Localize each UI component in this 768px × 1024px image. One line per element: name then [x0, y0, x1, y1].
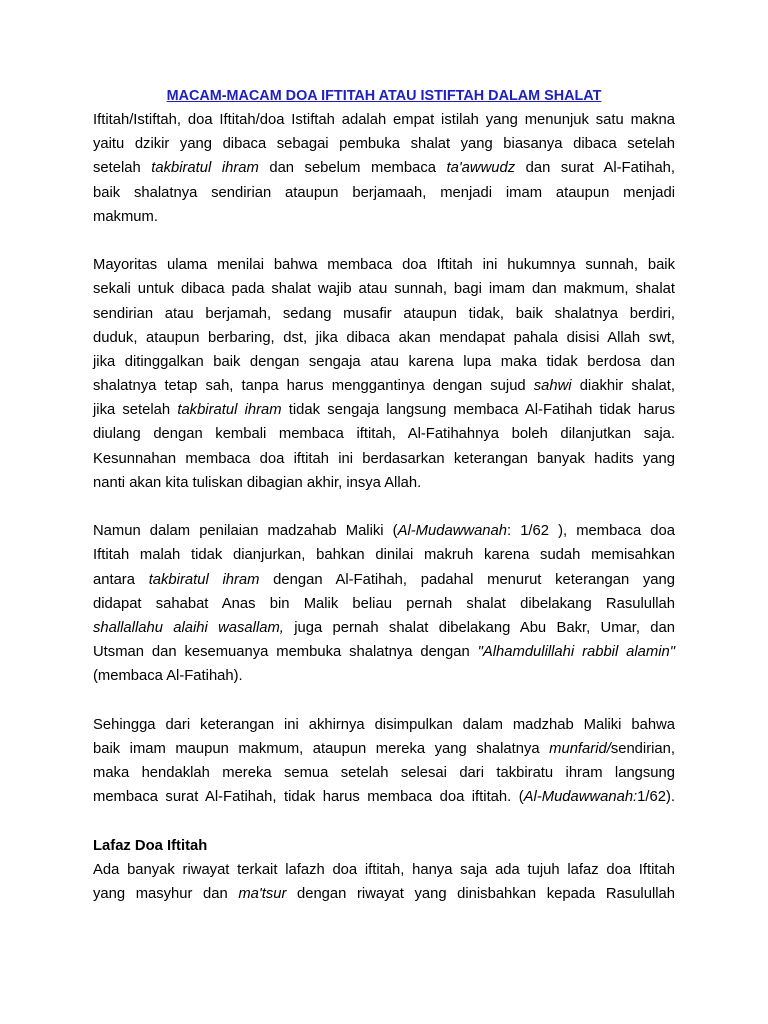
text-segment: Iftitah/Istiftah, doa Iftitah/doa Istiftah adalah empat istilah yang menunjuk satu makna [93, 112, 675, 128]
text-segment: maka hendaklah mereka semua setelah selesai dari takbiratu ihram langsung [93, 765, 675, 782]
text-segment: Sehingga dari keterangan ini akhirnya disimpulkan dalam madzhab Maliki bahwa [93, 716, 675, 733]
text-line [93, 543, 675, 567]
italic-term: sahwi [533, 378, 572, 395]
document-page [93, 84, 675, 906]
text-segment: dengan Al-Fatihah, padahal menurut keterangan yang [259, 571, 675, 588]
text-segment: 1/62). [637, 789, 675, 806]
text-segment: Utsman dan kesemuanya membuka shalatnya dengan [93, 644, 478, 661]
text-segment: didapat sahabat Anas bin Malik beliau pernah shalat dibelakang Rasulullah [93, 595, 675, 612]
text-line [93, 592, 675, 616]
text-segment: jika ditinggalkan baik dengan sengaja atau karena lupa maka tidak berdosa dan [93, 353, 675, 370]
document-title: MACAM-MACAM DOA IFTITAH ATAU ISTIFTAH DALAM SHALAT [166, 88, 602, 104]
section-heading: Lafaz Doa Iftitah [93, 837, 208, 854]
text-line [93, 761, 675, 785]
paragraph [93, 713, 675, 810]
text-line [93, 471, 675, 495]
paragraph-gap [93, 229, 675, 253]
text-line [93, 422, 675, 446]
text-line [93, 350, 675, 374]
text-line [93, 882, 675, 906]
text-segment: yang masyhur dan [93, 886, 239, 903]
text-segment: Kesunnahan membaca doa iftitah ini berdasarkan keterangan banyak hadits yang [93, 450, 675, 467]
text-segment: jika setelah [93, 402, 178, 419]
text-segment: sendirian atau berjamah, sedang musafir ataupun tidak, baik shalatnya berdiri, [93, 305, 675, 322]
text-line [93, 640, 675, 664]
paragraph [93, 253, 675, 495]
text-segment: duduk, ataupun berbaring, dst, jika dibaca akan mendapat pahala disisi Allah swt, [93, 329, 675, 346]
text-segment: Ada banyak riwayat terkait lafazh doa iftitah, hanya saja ada tujuh lafaz doa Iftitah [93, 861, 675, 878]
text-line [93, 277, 675, 301]
text-segment: baik shalatnya sendirian ataupun berjamaah, menjadi imam ataupun menjadi [93, 184, 675, 201]
text-line [93, 108, 675, 132]
text-line [93, 737, 675, 761]
text-line [93, 398, 675, 422]
text-segment: juga pernah shalat dibelakang Abu Bakr, Umar, dan [283, 619, 675, 636]
text-line [93, 664, 675, 688]
text-segment: Mayoritas ulama menilai bahwa membaca doa Iftitah ini hukumnya sunnah, baik [93, 257, 675, 274]
text-segment: sekali untuk dibaca pada shalat wajib atau sunnah, bagi imam dan makmum, shalat [93, 281, 675, 298]
italic-term: takbiratul ihram [177, 402, 282, 419]
italic-term: ta'awwudz [446, 160, 516, 177]
text-line [93, 713, 675, 737]
text-line [93, 374, 675, 398]
text-segment: dan surat Al-Fatihah, [515, 160, 676, 177]
text-segment: yaitu dzikir yang dibaca sebagai pembuka shalat yang biasanya dibaca setelah [93, 136, 675, 153]
text-segment: shalatnya tetap sah, tanpa harus menggantinya dengan sujud [93, 378, 534, 395]
text-segment: : 1/62 ), membaca doa [506, 523, 675, 540]
text-segment: (membaca Al-Fatihah). [93, 668, 243, 685]
italic-term: Al-Mudawwanah [397, 523, 507, 540]
text-line [93, 205, 675, 229]
text-line [93, 156, 675, 180]
italic-term: munfarid/ [549, 740, 611, 757]
paragraph-gap [93, 495, 675, 519]
text-segment: Iftitah malah tidak dianjurkan, bahkan dinilai makruh karena sudah memisahkan [93, 547, 675, 564]
text-line [93, 132, 675, 156]
italic-term: "Alhamdulillahi rabbil alamin" [477, 644, 675, 661]
text-line [93, 616, 675, 640]
document-body [93, 108, 675, 906]
text-segment: diulang dengan kembali membaca iftitah, Al-Fatihahnya boleh dilanjutkan saja. [93, 426, 675, 443]
text-line [93, 302, 675, 326]
text-segment: tidak sengaja langsung membaca Al-Fatihah tidak harus [281, 402, 675, 419]
paragraph-gap [93, 689, 675, 713]
italic-term: Al-Mudawwanah: [523, 789, 638, 806]
text-segment: setelah [93, 160, 152, 177]
text-segment: dan sebelum membaca [258, 160, 447, 177]
italic-term: ma'tsur [238, 886, 287, 903]
text-line [93, 519, 675, 543]
text-segment: Namun dalam penilaian madzahab Maliki ( [93, 523, 398, 540]
text-segment: makmum. [93, 208, 158, 225]
paragraph-gap [93, 809, 675, 833]
text-line [93, 858, 675, 882]
text-segment: dengan riwayat yang dinisbahkan kepada Rasulullah [286, 886, 675, 903]
text-line [93, 568, 675, 592]
text-segment: baik imam maupun makmum, ataupun mereka yang shalatnya [93, 740, 550, 757]
paragraph [93, 858, 675, 906]
text-segment: diakhir shalat, [571, 378, 675, 395]
text-line [93, 181, 675, 205]
text-line [93, 326, 675, 350]
italic-term: takbiratul ihram [151, 160, 259, 177]
text-segment: nanti akan kita tuliskan dibagian akhir, insya Allah. [93, 474, 422, 491]
text-line [93, 447, 675, 471]
text-segment: sendirian, [610, 740, 675, 757]
paragraph [93, 519, 675, 688]
text-line [93, 253, 675, 277]
paragraph [93, 108, 675, 229]
text-segment: antara [93, 571, 149, 588]
text-segment: membaca surat Al-Fatihah, tidak harus membaca doa iftitah. ( [93, 789, 524, 806]
italic-term: takbiratul ihram [148, 571, 260, 588]
text-line [93, 785, 675, 809]
italic-term: shallallahu alaihi wasallam, [93, 619, 284, 636]
